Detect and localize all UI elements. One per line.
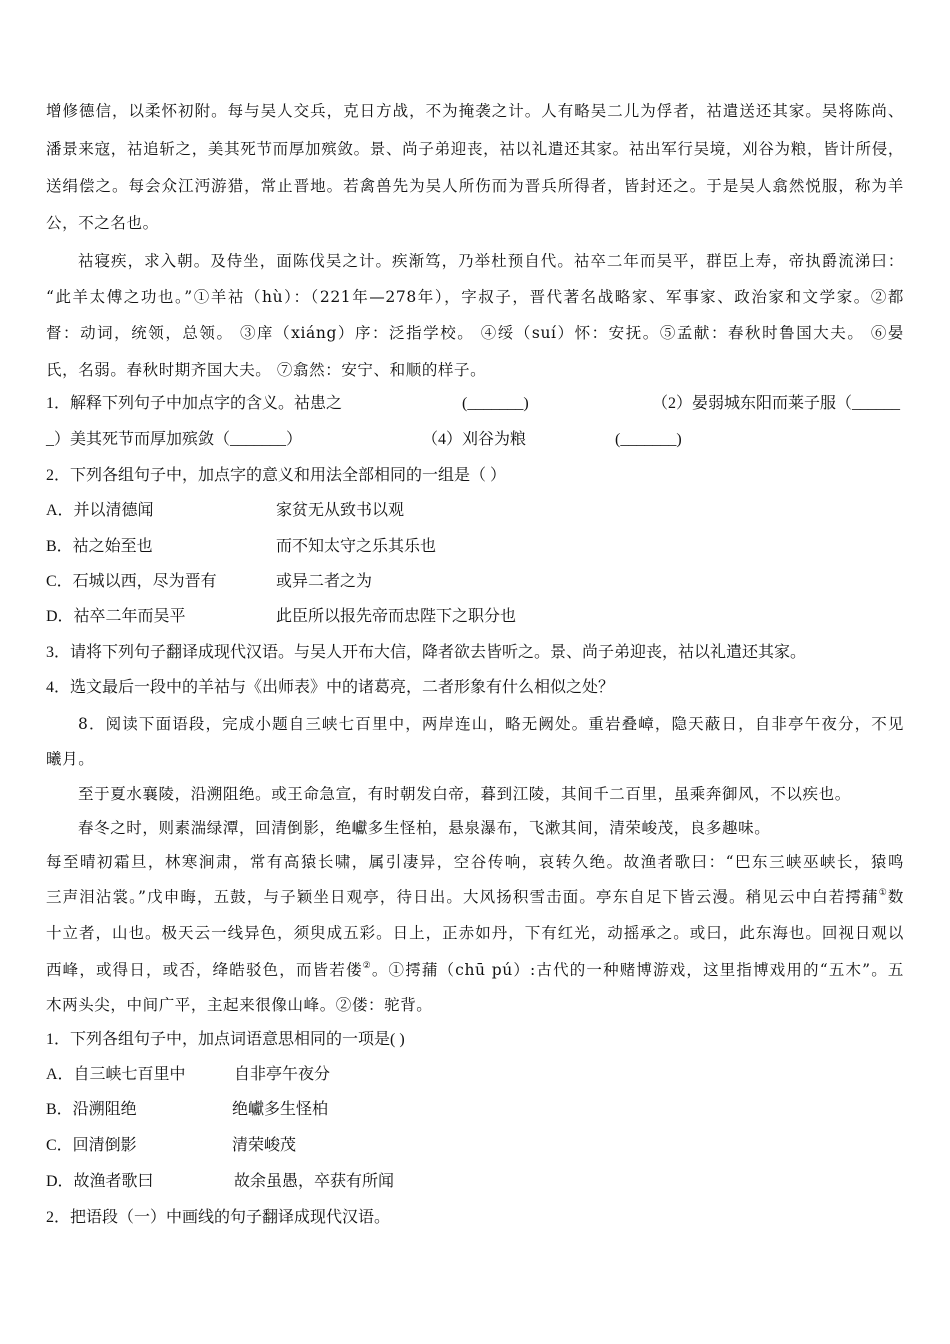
option-a: A．并以清德闻 (46, 502, 154, 519)
answer-blank-4[interactable]: (_______) (615, 431, 682, 448)
passage-line (46, 960, 904, 980)
question-1-part-2: （2）晏弱城东阳而莱子服（______ (652, 395, 901, 412)
passage-line: 公，不之名也。 (46, 214, 159, 232)
passage-line: 曦月。 (46, 750, 95, 768)
option-d: D．故渔者歌曰 (46, 1173, 154, 1190)
option-a: A．自三峡七百里中 (46, 1066, 186, 1083)
question-1-part-3: _）美其死节而厚加殡敛（_______） (46, 431, 303, 448)
passage-text: 数 (887, 888, 904, 906)
option-d: D．祜卒二年而吴平 (46, 608, 186, 625)
option-d-pair: 此臣所以报先帝而忠陛下之职分也 (276, 608, 517, 625)
annotation-line: “此羊太傅之功也。”①羊祜（hù）：（221年—278年），字叔子，晋代著名战略家、军事家、政治家和文学家。②都 (46, 288, 904, 306)
passage-line: 送绢偿之。每会众江沔游猎，常止晋地。若禽兽先为吴人所伤而为晋兵所得者，皆封还之。于是吴人翕然悦服，称为羊 (46, 177, 904, 195)
annotation-line: 氏，名弱。春秋时期齐国大夫。 ⑦翕然：安宁、和顺的样子。 (46, 361, 487, 379)
passage-line (46, 887, 904, 907)
question-1-prefix: 1．解释下列句子中加点字的含义。祜患之 (46, 395, 343, 412)
question-6: 2．把语段（一）中画线的句子翻译成现代汉语。 (46, 1209, 391, 1226)
option-d-pair: 故余虽愚，卒获有所闻 (234, 1173, 395, 1190)
option-c-pair: 清荣峻茂 (232, 1137, 297, 1154)
option-c: C．回清倒影 (46, 1137, 137, 1154)
question-1-part-4: （4）刈谷为粮 (422, 431, 527, 448)
question-2-stem: 2．下列各组句子中，加点字的意义和用法全部相同的一组是（ ） (46, 467, 507, 484)
footnote-marker: ① (878, 888, 888, 898)
passage-line: 十立者，山也。极天云一线异色，须臾成五彩。日上，正赤如丹，下有红光，动摇承之。或曰，此东海也。回视日观以 (46, 924, 904, 942)
answer-blank-1[interactable]: (_______) (462, 395, 529, 412)
option-c-pair: 或异二者之为 (276, 573, 373, 590)
passage-line: 春冬之时，则素湍绿潭，回清倒影，绝巘多生怪柏，悬泉瀑布，飞漱其间，清荣峻茂，良多趣味。 (78, 819, 771, 837)
passage-text: 西峰，或得日，或否，绛皓驳色，而皆若偻 (46, 961, 363, 979)
passage-line: 8．阅读下面语段，完成小题自三峡七百里中，两岸连山，略无阙处。重岩叠嶂，隐天蔽日，自非亭午夜分，不见 (78, 715, 904, 733)
option-a-pair: 家贫无从致书以观 (276, 502, 405, 519)
passage-text: 。①摴蒱（chū pú）:古代的一种赌博游戏，这里指博戏用的“五木”。五 (371, 961, 904, 979)
option-c: C．石城以西，尽为晋有 (46, 573, 217, 590)
option-b-pair: 绝巘多生怪柏 (232, 1101, 329, 1118)
question-3: 3．请将下列句子翻译成现代汉语。与吴人开布大信，降者欲去皆听之。景、尚子弟迎丧，祜以礼遣还其家。 (46, 644, 807, 661)
passage-line: 至于夏水襄陵，沿溯阻绝。或王命急宣，有时朝发白帝，暮到江陵，其间千二百里，虽乘奔御风，不以疾也。 (78, 785, 851, 803)
question-4: 4．选文最后一段中的羊祜与《出师表》中的诸葛亮，二者形象有什么相似之处？ (46, 679, 615, 696)
passage-line: 祜寝疾，求入朝。及侍坐，面陈伐吴之计。疾渐笃，乃举杜预自代。祜卒二年而吴平，群臣上寿，帝执爵流涕曰： (78, 252, 904, 270)
passage-line: 潘景来寇，祜追斩之，美其死节而厚加殡敛。景、尚子弟迎丧，祜以礼遣还其家。祜出军行吴境，刈谷为粮，皆计所侵， (46, 140, 904, 158)
footnote-marker: ② (362, 961, 372, 971)
option-b: B．沿溯阻绝 (46, 1101, 137, 1118)
passage-line: 每至晴初霜旦，林寒涧肃，常有高猿长啸，属引凄异，空谷传响，哀转久绝。故渔者歌曰：“巴东三峡巫峡长，猿鸣 (46, 853, 904, 871)
passage-line: 增修德信，以柔怀初附。每与吴人交兵，克日方战，不为掩袭之计。人有略吴二儿为俘者，祜遣送还其家。吴将陈尚、 (46, 102, 904, 120)
question-5-stem: 1．下列各组句子中，加点词语意思相同的一项是( ) (46, 1031, 405, 1048)
passage-text: 三声泪沾裳。”戊申晦，五鼓，与子颖坐日观亭，待日出。大风扬积雪击面。亭东自足下皆云漫。稍见云中白若摴蒱 (46, 888, 879, 906)
option-b-pair: 而不知太守之乐其乐也 (276, 538, 437, 555)
option-a-pair: 自非亭午夜分 (234, 1066, 331, 1083)
annotation-line: 督：动词，统领，总领。 ③庠（xiáng）序：泛指学校。 ④绥（suí）怀：安抚。⑤孟献：春秋时鲁国大夫。 ⑥晏 (46, 324, 904, 342)
option-b: B．祜之始至也 (46, 538, 153, 555)
annotation-line: 木两头尖，中间广平，主起来很像山峰。②偻：驼背。 (46, 996, 433, 1014)
